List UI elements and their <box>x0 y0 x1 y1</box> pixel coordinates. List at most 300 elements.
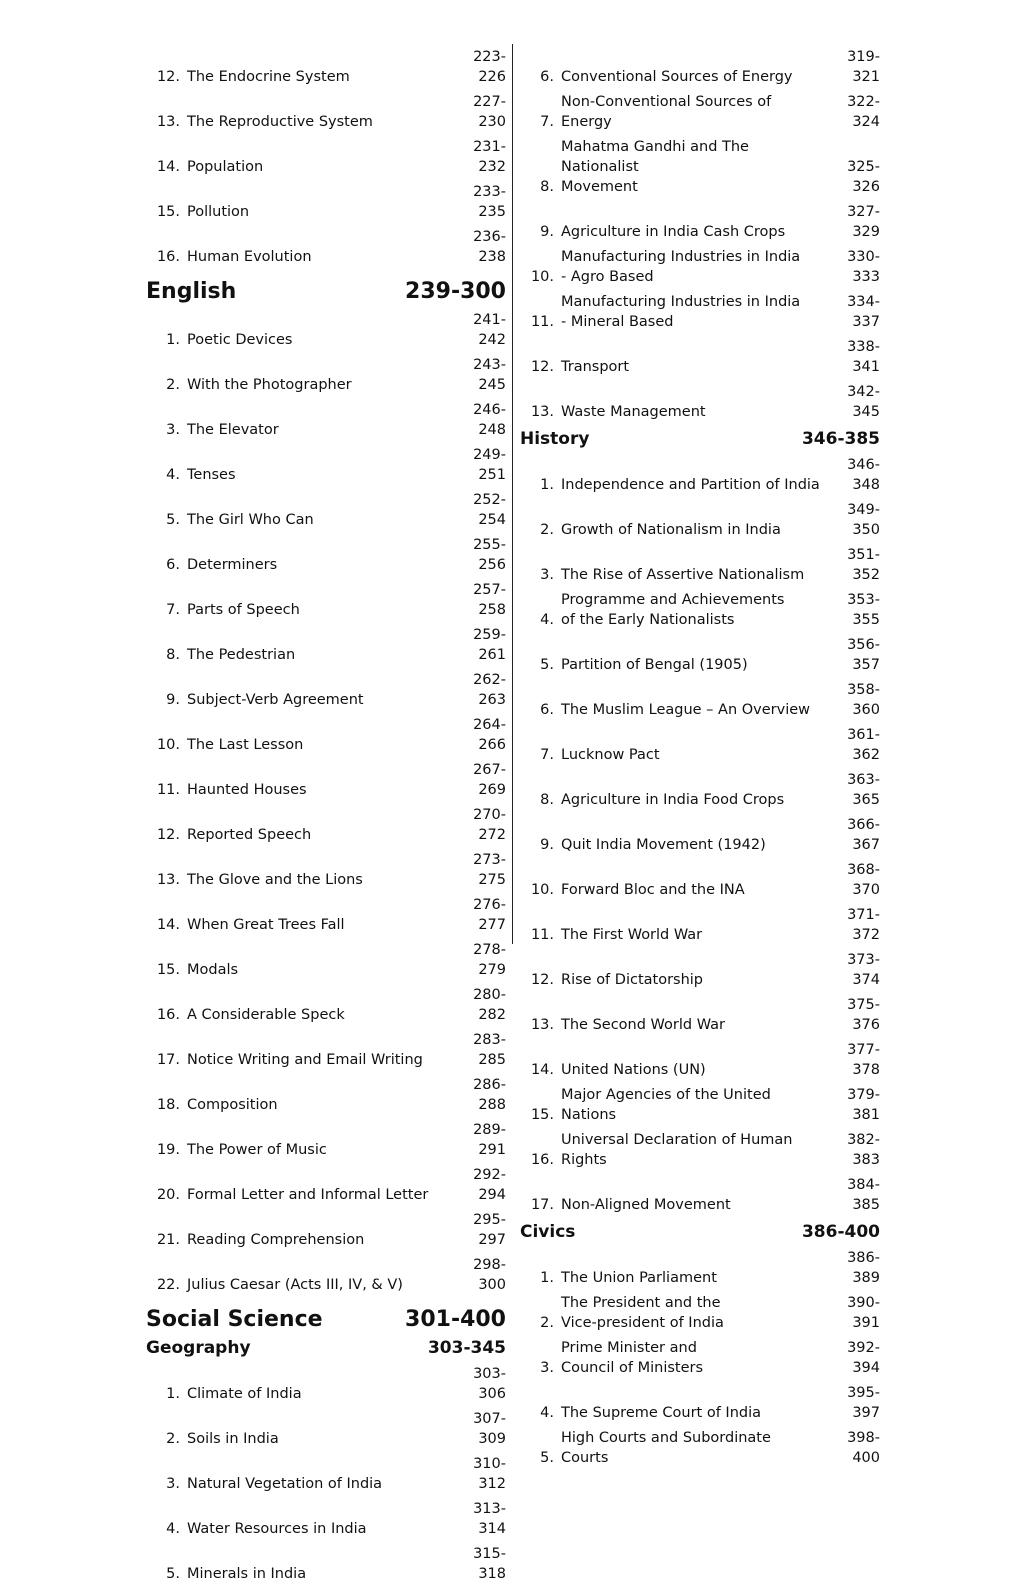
entry-number: 11. <box>156 782 180 798</box>
entry-title <box>180 112 448 132</box>
subsection-title: History <box>520 429 590 449</box>
entry-number: 8. <box>540 179 554 195</box>
toc-entry <box>520 990 880 1035</box>
toc-entry <box>146 935 506 980</box>
entry-pages: 278-279 <box>473 942 506 978</box>
entry-title <box>554 92 822 132</box>
entry-title-line: Subject-Verb Agreement <box>187 692 364 708</box>
entry-pages: 276-277 <box>473 897 506 933</box>
entry-title <box>554 1060 822 1080</box>
entry-number: 13. <box>530 404 554 420</box>
entry-number: 11. <box>530 314 554 330</box>
entry-title-line: Poetic Devices <box>187 332 293 348</box>
entry-pages: 379-381 <box>847 1087 880 1123</box>
entry-number: 3. <box>540 1360 554 1376</box>
entry-title <box>180 735 448 755</box>
toc-entry <box>146 575 506 620</box>
entry-title <box>554 1015 822 1035</box>
toc-entry <box>520 1243 880 1288</box>
entry-pages: 390-391 <box>847 1295 880 1331</box>
entry-title-line: With the Photographer <box>187 377 352 393</box>
entry-title <box>180 645 448 665</box>
entry-title <box>554 1293 822 1333</box>
toc-entry <box>146 222 506 267</box>
entry-pages: 286-288 <box>473 1077 506 1113</box>
entry-number: 13. <box>156 114 180 130</box>
entry-pages: 334-337 <box>847 294 880 330</box>
science-tail-list <box>146 42 506 267</box>
entry-number: 18. <box>156 1097 180 1113</box>
entry-title <box>180 915 448 935</box>
entry-title <box>554 880 822 900</box>
toc-entry <box>520 1080 880 1125</box>
entry-pages: 371-372 <box>847 907 880 943</box>
column-divider <box>512 44 513 944</box>
entry-number: 10. <box>156 737 180 753</box>
subsection-heading-history <box>520 428 880 450</box>
toc-right-column <box>520 42 880 1468</box>
toc-left-column <box>146 42 506 1584</box>
entry-title <box>554 67 822 87</box>
entry-number: 17. <box>530 1197 554 1213</box>
entry-number: 9. <box>166 692 180 708</box>
entry-title-line: The Muslim League – An Overview <box>561 702 811 718</box>
entry-number: 2. <box>540 522 554 538</box>
toc-entry <box>520 132 880 197</box>
entry-title-line: Manufacturing Industries in India <box>561 294 801 310</box>
entry-number: 4. <box>166 467 180 483</box>
toc-entry <box>146 1115 506 1160</box>
entry-pages: 289-291 <box>473 1122 506 1158</box>
entry-title-line: Transport <box>561 359 630 375</box>
entry-number: 2. <box>166 377 180 393</box>
entry-title <box>180 157 448 177</box>
entry-title <box>554 475 822 495</box>
entry-pages: 325-326 <box>847 159 880 195</box>
entry-pages: 307-309 <box>473 1411 506 1447</box>
entry-number: 12. <box>156 69 180 85</box>
entry-title-line: The Glove and the Lions <box>187 872 363 888</box>
entry-title <box>180 1140 448 1160</box>
entry-pages: 398-400 <box>847 1430 880 1466</box>
entry-title-line: Waste Management <box>561 404 706 420</box>
entry-title-line: Independence and Partition of India <box>561 477 820 493</box>
entry-pages: 259-261 <box>473 627 506 663</box>
entry-pages: 262-263 <box>473 672 506 708</box>
entry-pages: 377-378 <box>847 1042 880 1078</box>
toc-entry <box>146 485 506 530</box>
entry-title-line: The Second World War <box>561 1017 725 1033</box>
entry-title-line: The Union Parliament <box>561 1270 717 1286</box>
entry-title <box>554 970 822 990</box>
entry-title-line: The Pedestrian <box>187 647 296 663</box>
entry-number: 13. <box>156 872 180 888</box>
entry-title-line: Pollution <box>187 204 250 220</box>
entry-pages: 292-294 <box>473 1167 506 1203</box>
entry-number: 7. <box>540 747 554 763</box>
entry-pages: 246-248 <box>473 402 506 438</box>
entry-pages: 243-245 <box>473 357 506 393</box>
toc-entry <box>146 1494 506 1539</box>
toc-entry <box>520 810 880 855</box>
entry-title <box>180 247 448 267</box>
entry-number: 7. <box>540 114 554 130</box>
toc-entry <box>520 1288 880 1333</box>
toc-entry <box>146 800 506 845</box>
history-list <box>520 450 880 1215</box>
toc-entry <box>146 1359 506 1404</box>
toc-entry <box>520 1423 880 1468</box>
entry-pages: 310-312 <box>473 1456 506 1492</box>
entry-pages: 231-232 <box>473 139 506 175</box>
entry-title <box>180 870 448 890</box>
toc-entry <box>146 42 506 87</box>
entry-title <box>180 1050 448 1070</box>
entry-number: 15. <box>156 962 180 978</box>
entry-pages: 346-348 <box>847 457 880 493</box>
entry-number: 5. <box>540 657 554 673</box>
entry-title <box>180 1185 448 1205</box>
entry-title <box>554 565 822 585</box>
entry-pages: 338-341 <box>847 339 880 375</box>
entry-pages: 356-357 <box>847 637 880 673</box>
entry-title-line: The Elevator <box>187 422 279 438</box>
entry-number: 22. <box>156 1277 180 1293</box>
entry-number: 4. <box>540 612 554 628</box>
entry-title-line: The Power of Music <box>187 1142 327 1158</box>
entry-pages: 283-285 <box>473 1032 506 1068</box>
entry-pages: 236-238 <box>473 229 506 265</box>
entry-title <box>180 1005 448 1025</box>
entry-pages: 366-367 <box>847 817 880 853</box>
entry-number: 14. <box>156 917 180 933</box>
entry-title-line: Programme and Achievements <box>561 592 785 608</box>
entry-number: 4. <box>166 1521 180 1537</box>
entry-title-line: When Great Trees Fall <box>187 917 345 933</box>
entry-title <box>554 1085 822 1125</box>
entry-title <box>554 222 822 242</box>
entry-title-line: Soils in India <box>187 1431 279 1447</box>
entry-pages: 319-321 <box>847 49 880 85</box>
entry-pages: 330-333 <box>847 249 880 285</box>
entry-number: 10. <box>530 882 554 898</box>
toc-entry <box>520 450 880 495</box>
entry-title-line: of the Early Nationalists <box>561 612 735 628</box>
civics-list <box>520 1243 880 1468</box>
toc-entry <box>520 332 880 377</box>
entry-number: 6. <box>166 557 180 573</box>
entry-title <box>180 1564 448 1584</box>
entry-pages: 349-350 <box>847 502 880 538</box>
entry-number: 12. <box>530 972 554 988</box>
entry-title <box>554 357 822 377</box>
toc-entry <box>520 197 880 242</box>
entry-title-line: Agriculture in India Cash Crops <box>561 224 786 240</box>
entry-title-line: Major Agencies of the United Nations <box>561 1087 771 1123</box>
entry-title <box>554 1195 822 1215</box>
toc-entry <box>146 980 506 1025</box>
entry-number: 2. <box>166 1431 180 1447</box>
toc-entry <box>520 855 880 900</box>
entry-title-line: Parts of Speech <box>187 602 300 618</box>
entry-pages: 249-251 <box>473 447 506 483</box>
entry-title <box>180 555 448 575</box>
subsection-title: Civics <box>520 1222 576 1242</box>
entry-title-line: The Reproductive System <box>187 114 373 130</box>
entry-title-line: Movement <box>561 179 638 195</box>
entry-title <box>180 825 448 845</box>
entry-pages: 280-282 <box>473 987 506 1023</box>
entry-pages: 252-254 <box>473 492 506 528</box>
entry-title-line: The First World War <box>561 927 703 943</box>
entry-pages: 303-306 <box>473 1366 506 1402</box>
entry-title-line: Quit India Movement (1942) <box>561 837 766 853</box>
entry-title <box>180 960 448 980</box>
entry-title <box>554 925 822 945</box>
entry-pages: 373-374 <box>847 952 880 988</box>
entry-pages: 298-300 <box>473 1257 506 1293</box>
entry-title-line: Vice-president of India <box>561 1315 724 1331</box>
entry-pages: 273-275 <box>473 852 506 888</box>
entry-number: 13. <box>530 1017 554 1033</box>
toc-entry <box>146 1070 506 1115</box>
toc-entry <box>146 620 506 665</box>
entry-title-line: Growth of Nationalism in India <box>561 522 781 538</box>
entry-title <box>554 1403 822 1423</box>
toc-entry <box>520 720 880 765</box>
entry-pages: 267-269 <box>473 762 506 798</box>
toc-entry <box>520 242 880 287</box>
entry-pages: 327-329 <box>847 204 880 240</box>
toc-entry <box>146 1539 506 1584</box>
entry-title <box>180 1275 448 1295</box>
entry-number: 9. <box>540 224 554 240</box>
section-heading-english <box>146 279 506 305</box>
toc-entry <box>520 42 880 87</box>
entry-title-line: Reading Comprehension <box>187 1232 365 1248</box>
toc-entry <box>520 675 880 720</box>
toc-entry <box>146 1160 506 1205</box>
entry-title-line: - Mineral Based <box>561 314 674 330</box>
entry-title-line: Julius Caesar (Acts III, IV, & V) <box>187 1277 403 1293</box>
section-pages: 239-300 <box>405 279 506 304</box>
toc-entry <box>520 1035 880 1080</box>
entry-title <box>180 780 448 800</box>
section-heading-social-science <box>146 1307 506 1333</box>
entry-title <box>554 590 822 630</box>
entry-title-line: The Endocrine System <box>187 69 350 85</box>
entry-title <box>180 67 448 87</box>
entry-number: 11. <box>530 927 554 943</box>
entry-title-line: The Rise of Assertive Nationalism <box>561 567 805 583</box>
entry-title-line: A Considerable Speck <box>187 1007 345 1023</box>
entry-pages: 368-370 <box>847 862 880 898</box>
toc-entry <box>146 177 506 222</box>
subsection-pages: 346-385 <box>801 429 880 449</box>
toc-entry <box>146 665 506 710</box>
entry-number: 17. <box>156 1052 180 1068</box>
entry-title-line: Minerals in India <box>187 1566 307 1582</box>
entry-number: 16. <box>530 1152 554 1168</box>
entry-pages: 395-397 <box>847 1385 880 1421</box>
toc-entry <box>520 1170 880 1215</box>
subsection-pages: 303-345 <box>427 1338 506 1358</box>
entry-number: 5. <box>166 1566 180 1582</box>
entry-title <box>180 1474 448 1494</box>
entry-pages: 227-230 <box>473 94 506 130</box>
entry-title <box>180 1230 448 1250</box>
entry-title-line: - Agro Based <box>561 269 654 285</box>
entry-number: 6. <box>540 702 554 718</box>
english-list <box>146 305 506 1295</box>
entry-title <box>180 465 448 485</box>
subsection-pages: 386-400 <box>801 1222 880 1242</box>
entry-number: 16. <box>156 1007 180 1023</box>
geography-list <box>146 1359 506 1584</box>
subsection-heading-geography <box>146 1337 506 1359</box>
entry-title <box>554 700 822 720</box>
entry-title-line: Modals <box>187 962 239 978</box>
entry-number: 3. <box>166 1476 180 1492</box>
toc-entry <box>146 530 506 575</box>
entry-pages: 223-226 <box>473 49 506 85</box>
entry-number: 5. <box>540 1450 554 1466</box>
entry-pages: 375-376 <box>847 997 880 1033</box>
toc-entry <box>146 305 506 350</box>
entry-title-line: Non-Aligned Movement <box>561 1197 731 1213</box>
entry-title-line: The Girl Who Can <box>187 512 314 528</box>
entry-title <box>180 600 448 620</box>
entry-number: 7. <box>166 602 180 618</box>
entry-title <box>180 330 448 350</box>
geography-tail-list <box>520 42 880 422</box>
entry-pages: 295-297 <box>473 1212 506 1248</box>
entry-title-line: Lucknow Pact <box>561 747 660 763</box>
entry-number: 15. <box>156 204 180 220</box>
entry-title-line: Agriculture in India Food Crops <box>561 792 785 808</box>
entry-title-line: United Nations (UN) <box>561 1062 706 1078</box>
entry-title-line: Conventional Sources of Energy <box>561 69 793 85</box>
entry-title-line: Prime Minister and <box>561 1340 697 1356</box>
toc-entry <box>520 765 880 810</box>
entry-title <box>554 1428 822 1468</box>
toc-entry <box>520 1333 880 1378</box>
entry-title-line: Population <box>187 159 264 175</box>
entry-title <box>554 745 822 765</box>
entry-number: 8. <box>540 792 554 808</box>
entry-number: 1. <box>166 1386 180 1402</box>
entry-number: 14. <box>530 1062 554 1078</box>
subsection-title: Geography <box>146 1338 251 1358</box>
toc-entry <box>146 132 506 177</box>
entry-title <box>180 1519 448 1539</box>
entry-number: 19. <box>156 1142 180 1158</box>
toc-entry <box>520 630 880 675</box>
entry-pages: 322-324 <box>847 94 880 130</box>
toc-entry <box>520 585 880 630</box>
entry-title <box>180 202 448 222</box>
toc-entry <box>146 1205 506 1250</box>
entry-number: 1. <box>166 332 180 348</box>
entry-pages: 313-314 <box>473 1501 506 1537</box>
entry-pages: 342-345 <box>847 384 880 420</box>
entry-pages: 363-365 <box>847 772 880 808</box>
entry-number: 10. <box>530 269 554 285</box>
toc-entry <box>520 540 880 585</box>
entry-number: 9. <box>540 837 554 853</box>
entry-title-line: Notice Writing and Email Writing <box>187 1052 423 1068</box>
entry-number: 12. <box>530 359 554 375</box>
entry-title-line: Forward Bloc and the INA <box>561 882 745 898</box>
toc-entry <box>146 87 506 132</box>
entry-title <box>554 1338 822 1378</box>
entry-pages: 351-352 <box>847 547 880 583</box>
entry-title-line: The Supreme Court of India <box>561 1405 762 1421</box>
toc-entry <box>146 1449 506 1494</box>
entry-title <box>554 292 822 332</box>
entry-title-line: Natural Vegetation of India <box>187 1476 383 1492</box>
entry-title <box>180 690 448 710</box>
toc-entry <box>146 440 506 485</box>
entry-title-line: Climate of India <box>187 1386 302 1402</box>
entry-number: 14. <box>156 159 180 175</box>
entry-title-line: Council of Ministers <box>561 1360 704 1376</box>
entry-number: 8. <box>166 647 180 663</box>
entry-pages: 384-385 <box>847 1177 880 1213</box>
entry-title-line: Composition <box>187 1097 278 1113</box>
toc-entry <box>146 1404 506 1449</box>
entry-title <box>554 520 822 540</box>
entry-number: 3. <box>166 422 180 438</box>
entry-title <box>554 835 822 855</box>
entry-title <box>180 420 448 440</box>
toc-entry <box>146 890 506 935</box>
entry-title <box>554 655 822 675</box>
entry-title <box>554 247 822 287</box>
entry-title-line: Tenses <box>187 467 236 483</box>
entry-title <box>180 1429 448 1449</box>
toc-entry <box>146 845 506 890</box>
entry-pages: 241-242 <box>473 312 506 348</box>
entry-title-line: Human Evolution <box>187 249 312 265</box>
toc-entry <box>146 350 506 395</box>
entry-title-line: Mahatma Gandhi and The Nationalist <box>561 139 749 175</box>
entry-title-line: The Last Lesson <box>187 737 304 753</box>
entry-pages: 358-360 <box>847 682 880 718</box>
section-pages: 301-400 <box>405 1307 506 1332</box>
entry-pages: 270-272 <box>473 807 506 843</box>
entry-number: 12. <box>156 827 180 843</box>
entry-title <box>554 1130 822 1170</box>
entry-number: 3. <box>540 567 554 583</box>
entry-number: 21. <box>156 1232 180 1248</box>
entry-pages: 257-258 <box>473 582 506 618</box>
entry-title-line: Haunted Houses <box>187 782 307 798</box>
toc-entry <box>520 377 880 422</box>
entry-title <box>180 1095 448 1115</box>
entry-title-line: Rise of Dictatorship <box>561 972 704 988</box>
entry-title-line: Formal Letter and Informal Letter <box>187 1187 429 1203</box>
entry-title <box>554 790 822 810</box>
toc-entry <box>520 900 880 945</box>
entry-title-line: Reported Speech <box>187 827 312 843</box>
entry-title-line: Non-Conventional Sources of Energy <box>561 94 772 130</box>
entry-number: 4. <box>540 1405 554 1421</box>
entry-number: 2. <box>540 1315 554 1331</box>
section-title: Social Science <box>146 1307 323 1332</box>
entry-pages: 382-383 <box>847 1132 880 1168</box>
entry-pages: 255-256 <box>473 537 506 573</box>
